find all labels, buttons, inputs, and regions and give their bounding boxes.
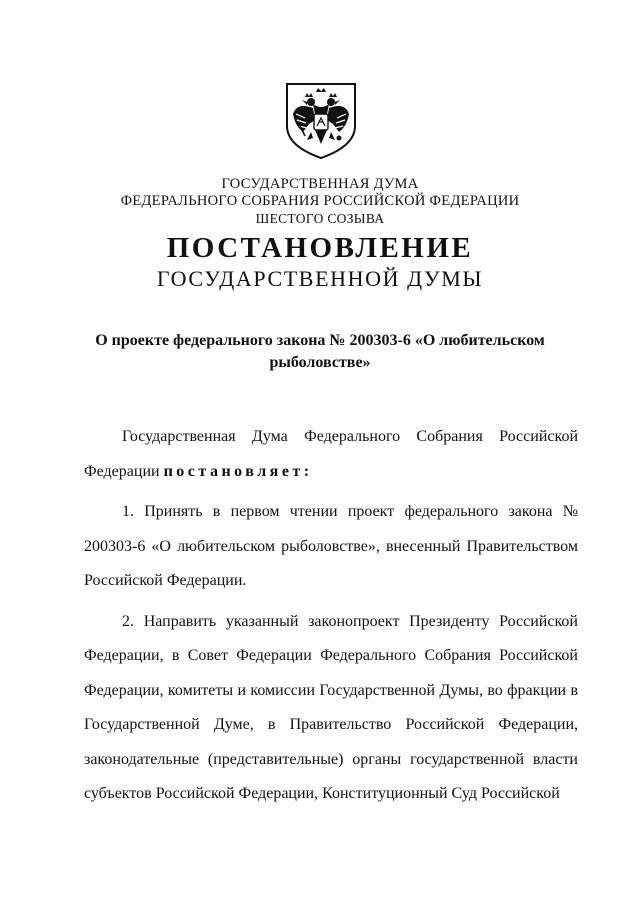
org-line-convocation: ШЕСТОГО СОЗЫВА	[255, 211, 385, 226]
document-title: ПОСТАНОВЛЕНИЕ	[166, 232, 474, 264]
intro-verb: постановляет:	[163, 462, 313, 480]
item-2-paragraph: 2. Направить указанный законопроект Президенту Российской Федерации, в Совет Федерации Федерального Собрания Российской Федерации, комитеты и комиссии Государственной Думы, во фракции в Государственной Думе, в Правительство Российской Федерации, законодательные (представительные) органы государственной власти субъектов Российской Федерации, Конституционный Суд Российской	[84, 612, 578, 802]
resolution-subject: О проекте федерального закона № 200303-6 «О любительском рыболовстве»	[95, 332, 545, 371]
org-line-federal-assembly: ФЕДЕРАЛЬНОГО СОБРАНИЯ РОССИЙСКОЙ ФЕДЕРАЦИИ	[120, 193, 520, 209]
intro-paragraph	[84, 420, 578, 489]
intro-text: Государственная Дума Федерального Собрания Российской Федерации	[84, 428, 578, 480]
document-subtitle: ГОСУДАРСТВЕННОЙ ДУМЫ	[156, 266, 484, 291]
russian-coat-of-arms-icon	[283, 80, 359, 160]
resolution-body	[84, 420, 578, 812]
org-line-duma: ГОСУДАРСТВЕННАЯ ДУМА	[221, 176, 419, 192]
item-1-paragraph: 1. Принять в первом чтении проект федерального закона № 200303-6 «О любительском рыболовстве», внесенный Правительством Российской Федерации.	[84, 503, 578, 589]
